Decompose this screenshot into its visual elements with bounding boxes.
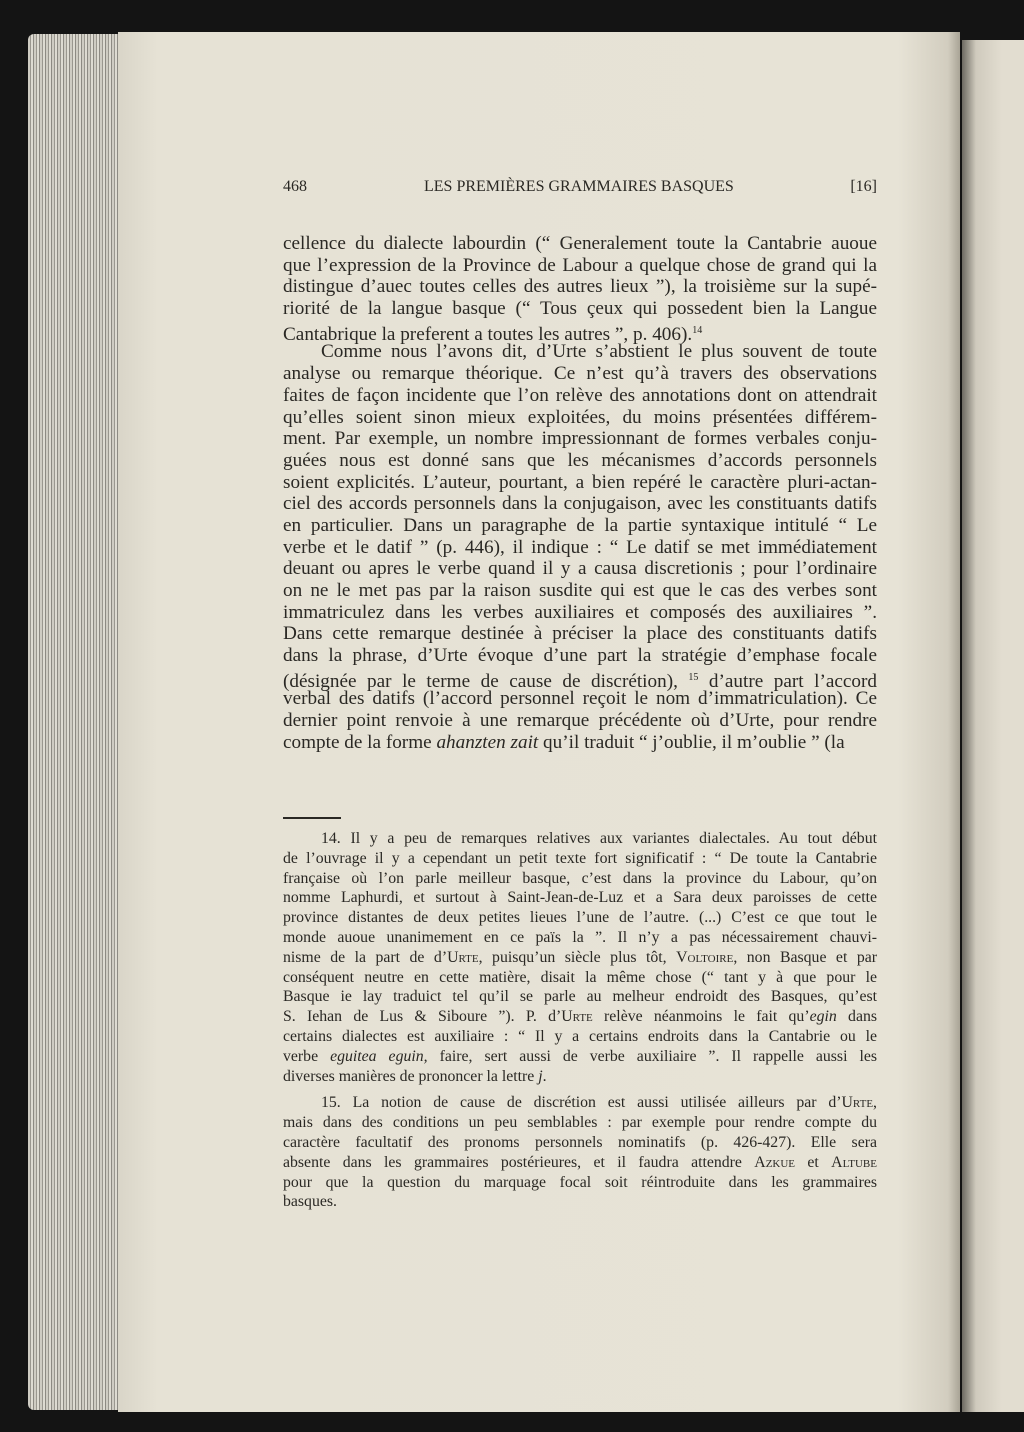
text-span: Urte: [841, 1094, 874, 1112]
footnote-line: [283, 888, 877, 908]
text-span: cellence du dialecte labourdin (“ Generalement toute la Cantabrie auoue: [283, 233, 877, 254]
body-line: [283, 558, 877, 580]
footnote-line: [283, 1133, 877, 1153]
body-line: [283, 407, 877, 429]
text-span: verbal des datifs (l’accord personnel reçoit le nom d’immatriculation). Ce: [283, 688, 877, 710]
body-line: [283, 363, 877, 385]
text-span: , non Basque et par: [733, 948, 877, 966]
text-span: j: [538, 1067, 543, 1085]
footnote-line: [283, 829, 877, 849]
text-span: basques.: [283, 1193, 337, 1211]
body-line: [283, 493, 877, 515]
paragraph-gap: [283, 1086, 877, 1093]
body-line: [283, 450, 877, 472]
footnote-reference[interactable]: 14: [692, 324, 703, 336]
text-span: Azkue: [754, 1153, 796, 1171]
text-span: immatriculez dans les verbes auxiliaires et composés des auxiliaires ”.: [283, 601, 877, 623]
body-line: [283, 623, 877, 645]
text-span: egin: [809, 1008, 837, 1026]
text-span: faites de façon incidente que l’on relève des annotations dont on attendrait: [283, 384, 877, 406]
text-span: nomme Laphurdi, et surtout à Saint-Jean-de-Luz et a Sara deux paroisses de cette: [283, 889, 877, 907]
footnote-line: [283, 968, 877, 988]
footnote-reference[interactable]: 15: [688, 671, 699, 683]
text-span: Altube: [831, 1153, 877, 1171]
footnote-line: [283, 869, 877, 889]
text-span: Urte: [561, 1008, 593, 1026]
text-span: mais dans des conditions un peu semblables : par exemple pour rendre compte du: [283, 1114, 877, 1132]
running-title: LES PREMIÈRES GRAMMAIRES BASQUES: [424, 178, 734, 195]
text-span: Urte: [447, 948, 479, 966]
body-line: [283, 710, 877, 732]
text-span: province distantes de deux petites lieues l’une de l’autre. (...) C’est ce que tout le: [283, 909, 877, 927]
body-line: [283, 580, 877, 602]
footnote-line: [283, 1027, 877, 1047]
text-span: nisme de la part de d’: [283, 948, 448, 966]
footnote-rule: [283, 817, 341, 819]
text-span: .: [542, 1067, 547, 1085]
footnote-line: [283, 1153, 877, 1173]
footnote-line: [283, 1047, 877, 1067]
text-span: conséquent neutre en cette matière, disait la même chose (“ tant y à que pour le: [283, 968, 877, 986]
text-span: faire, sert aussi de verbe auxiliaire ”. Il rappelle aussi les: [427, 1047, 878, 1065]
text-span: caractère facultatif des pronoms personnels nominatifs (p. 426-427). Elle sera: [283, 1133, 877, 1151]
body-line: [283, 645, 877, 667]
text-span: certains dialectes est auxiliaire : “ Il y a certains endroits dans la Cantabrie ou le: [283, 1027, 877, 1045]
body-line: [283, 341, 877, 363]
body-line: [283, 298, 877, 320]
text-span: ment. Par exemple, un nombre impressionnant de formes verbales conju-: [283, 428, 877, 450]
text-span: (désignée par le terme de cause de discrétion),: [283, 670, 689, 692]
text-span: en particulier. Dans un paragraphe de la partie syntaxique intitulé “ Le: [283, 514, 877, 536]
body-line: [283, 233, 877, 255]
text-span: 15. La notion de cause de discrétion est aussi utilisée ailleurs par d’: [321, 1094, 842, 1112]
footnote-line: [283, 1093, 877, 1113]
facing-page-edge: [962, 40, 1024, 1412]
footnote-line: [283, 1173, 877, 1193]
text-span: française où l’on parle meilleur basque, c’est dans la province du Labour, qu’on: [283, 869, 877, 887]
body-line: [283, 602, 877, 624]
text-span: riorité de la langue basque (“ Tous çeux qui possedent bien la Langue: [283, 298, 877, 320]
body-line: [283, 515, 877, 537]
page-stack-edges: [28, 34, 128, 1410]
text-span: dans: [836, 1008, 878, 1026]
body-line: [283, 537, 877, 559]
text-span: et: [795, 1153, 832, 1171]
text-span: Basque ie lay traduict tel qu’il se parle au melheur endroidt des Basques, qu’est: [283, 988, 877, 1006]
page-number: 468: [283, 178, 307, 195]
body-line: [283, 688, 877, 710]
text-span: verbe et le datif ” (p. 446), il indique : “ Le datif se met immédiatement: [283, 536, 877, 558]
text-span: qu’il traduit “ j’oublie, il m’oublie ” (la: [538, 731, 845, 753]
footnote-line: [283, 908, 877, 928]
text-span: de l’ouvrage il y a cependant un petit texte fort significatif : “ De toute la Cantabrie: [283, 849, 877, 867]
body-line: [283, 428, 877, 450]
body-text: [283, 233, 877, 754]
footnote-line: [283, 928, 877, 948]
text-span: ,: [873, 1094, 877, 1112]
text-span: qu’elles soient sinon mieux exploitées, du moins présentées différem-: [283, 406, 877, 428]
body-line: [283, 255, 877, 277]
text-span: , puisqu’un siècle plus tôt,: [478, 948, 677, 966]
text-span: Comme nous l’avons dit, d’Urte s’abstient le plus souvent de toute: [321, 341, 877, 363]
body-line: [283, 667, 877, 692]
text-span: relève néanmoins le fait qu’: [592, 1008, 810, 1026]
text-span: analyse ou remarque théorique. Ce n’est qu’à travers des observations: [283, 363, 877, 385]
body-line: [283, 732, 877, 754]
section-number: [16]: [850, 178, 877, 195]
text-span: eguitea eguin,: [330, 1047, 428, 1065]
running-header: [283, 178, 877, 200]
text-span: guées nous est donné sans que les mécanismes d’accords personnels: [283, 449, 877, 471]
footnote-line: [283, 1192, 877, 1212]
text-span: que l’expression de la Province de Labour a quelque chose de grand qui la: [283, 254, 877, 276]
body-line: [283, 276, 877, 298]
footnote-line: [283, 987, 877, 1007]
text-span: 14. Il y a peu de remarques relatives aux variantes dialectales. Au tout début: [321, 830, 877, 847]
footnotes: [283, 829, 877, 1212]
body-line: [283, 320, 877, 345]
text-span: monde auoue unanimement en ce païs la ”. Il n’y a pas nécessairement chauvi-: [283, 928, 877, 946]
text-span: verbe: [283, 1047, 331, 1065]
footnote-line: [283, 1007, 877, 1027]
text-span: deuant ou apres le verbe quand il y a causa discretionis ; pour l’ordinaire: [283, 558, 877, 580]
footnote-line: [283, 948, 877, 968]
text-span: soient explicités. L’auteur, pourtant, a bien repéré le caractère pluri-actan-: [283, 471, 877, 493]
footnote-line: [283, 1067, 877, 1087]
text-span: d’autre part l’accord: [698, 670, 877, 692]
text-span: Dans cette remarque destinée à préciser la place des constituants datifs: [283, 623, 877, 645]
text-span: ahanzten zait: [436, 731, 539, 753]
footnote-line: [283, 849, 877, 869]
text-span: pour que la question du marquage focal soit réintroduite dans les grammaires: [283, 1173, 877, 1191]
text-span: dernier point renvoie à une remarque précédente où d’Urte, pour rendre: [283, 710, 877, 732]
text-span: distingue d’auec toutes celles des autres lieux ”), la troisième sur la supé-: [283, 276, 877, 298]
text-span: on ne le met pas par la raison susdite qui est que le cas des verbes sont: [283, 580, 877, 601]
text-span: diverses manières de prononcer la lettre: [283, 1067, 539, 1085]
text-span: S. Iehan de Lus & Siboure ”). P. d’: [283, 1008, 562, 1026]
text-span: compte de la forme: [283, 731, 437, 753]
text-span: dans la phrase, d’Urte évoque d’une part la stratégie d’emphase focale: [283, 645, 877, 667]
body-line: [283, 472, 877, 494]
text-span: ciel des accords personnels dans la conjugaison, avec les constituants datifs: [283, 493, 877, 515]
body-line: [283, 385, 877, 407]
footnote-line: [283, 1113, 877, 1133]
text-span: absente dans les grammaires postérieures, et il faudra attendre: [283, 1153, 755, 1171]
text-span: Cantabrique la preferent a toutes les autres ”, p. 406).: [283, 323, 693, 345]
text-span: Voltoire: [676, 948, 734, 966]
